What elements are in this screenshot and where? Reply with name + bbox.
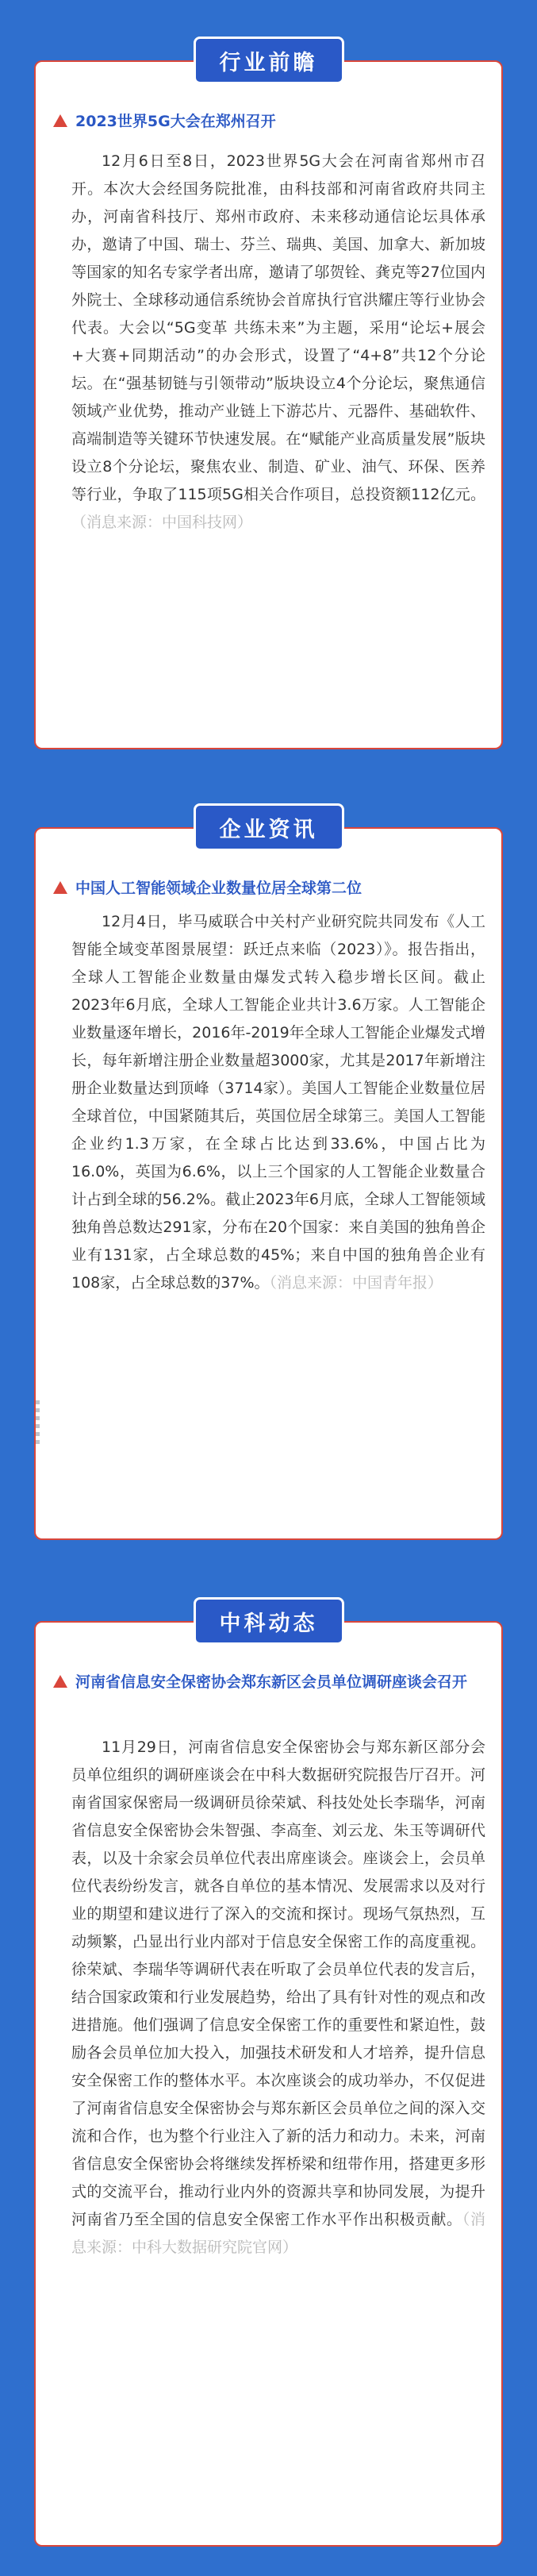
- triangle-bullet-icon: [53, 114, 67, 127]
- decorative-dots: [36, 1400, 41, 1448]
- article-headline[interactable]: 河南省信息安全保密协会郑东新区会员单位调研座谈会召开: [53, 1669, 487, 1696]
- triangle-bullet-icon: [53, 881, 67, 894]
- section-title: 中科动态: [194, 1597, 344, 1645]
- article-source: （消息来源：中科大数据研究院官网）: [71, 2211, 485, 2256]
- section-cas-updates: [34, 1611, 503, 2547]
- article-source: （消息来源：中国青年报）: [269, 1274, 443, 1292]
- article-body: 11月29日，河南省信息安全保密协会与郑东新区部分会员单位组织的调研座谈会在中科大数据研究院报告厅召开。河南省国家保密局一级调研员徐荣斌、科技处处长李瑞华，河南省信息安全保密协会朱智强、李高奎、刘云龙、朱玉等调研代表，以及十余家会员单位代表出席座谈会。座谈会上，会员单位代表纷纷发言，就各自单位的基本情况、发展需求以及对行业的期望和建议进行了深入的交流和探讨。现场气氛热烈，互动频繁，凸显出行业内部对于信息安全保密工作的高度重视。徐荣斌、李瑞华等调研代表在听取了会员单位代表的发言后，结合国家政策和行业发展趋势，给出了具有针对性的观点和改进措施。他们强调了信息安全保密工作的重要性和紧迫性，鼓励各会员单位加大投入，加强技术研发和人才培养，提升信息安全保密工作的整体水平。本次座谈会的成功举办，不仅促进了河南省信息安全保密协会与郑东新区会员单位之间的深入交流和合作，也为整个行业注入了新的活力和动力。未来，河南省信息安全保密协会将继续发挥桥梁和纽带作用，搭建更多形式的交流平台，推动行业内外的资源共享和协同发展，为提升河南省乃至全国的信息安全保密工作水平作出积极贡献。（消息来源：中科大数据研究院官网）: [71, 1739, 485, 2256]
- article-headline[interactable]: 2023世界5G大会在郑州召开: [53, 108, 487, 135]
- section-industry-outlook: [34, 50, 503, 749]
- article-body: 12月4日，毕马威联合中关村产业研究院共同发布《人工智能全域变革图景展望：跃迁点来临（2023）》。报告指出，全球人工智能企业数量由爆发式转入稳步增长区间。截止2023年6月底，全球人工智能企业共计3.6万家。人工智能企业数量逐年增长，2016年-2019年全球人工智能企业爆发式增长，每年新增注册企业数量超3000家，尤其是2017年新增注册企业数量达到顶峰（3714家）。美国人工智能企业数量位居全球首位，中国紧随其后，英国位居全球第三。美国人工智能企业约1.3万家，在全球占比达到33.6%，中国占比为16.0%，英国为6.6%，以上三个国家的人工智能企业数量合计占到全球的56.2%。截止2023年6月底，全球人工智能领域独角兽总数达291家，分布在20个国家：来自美国的独角兽企业有131家，占全球总数的45%；来自中国的独角兽企业有108家，占全球总数的37%。（消息来源：中国青年报）: [71, 913, 485, 1292]
- article-headline[interactable]: 中国人工智能领域企业数量位居全球第二位: [53, 875, 487, 902]
- article-body: 12月6日至8日，2023世界5G大会在河南省郑州市召开。本次大会经国务院批准，由科技部和河南省政府共同主办，河南省科技厅、郑州市政府、未来移动通信论坛具体承办，邀请了中国、瑞士、芬兰、瑞典、美国、加拿大、新加坡等国家的知名专家学者出席，邀请了邬贺铨、龚克等27位国内外院士、全球移动通信系统协会首席执行官洪耀庄等行业协会代表。大会以“5G变革 共练未来”为主题，采用“论坛+展会+大赛+同期活动”的办会形式，设置了“4+8”共12个分论坛。在“强基韧链与引领带动”版块设立4个分论坛，聚焦通信领域产业优势，推动产业链上下游芯片、元器件、基础软件、高端制造等关键环节快速发展。在“赋能产业高质量发展”版块设立8个分论坛，聚焦农业、制造、矿业、油气、环保、医养等行业，争取了115项5G相关合作项目，总投资额112亿元。（消息来源：中国科技网）: [71, 152, 485, 531]
- triangle-bullet-icon: [53, 1675, 67, 1688]
- section-title: 行业前瞻: [194, 37, 344, 84]
- section-enterprise-news: [34, 817, 503, 1540]
- section-title: 企业资讯: [194, 803, 344, 851]
- article-source: （消息来源：中国科技网）: [71, 514, 253, 531]
